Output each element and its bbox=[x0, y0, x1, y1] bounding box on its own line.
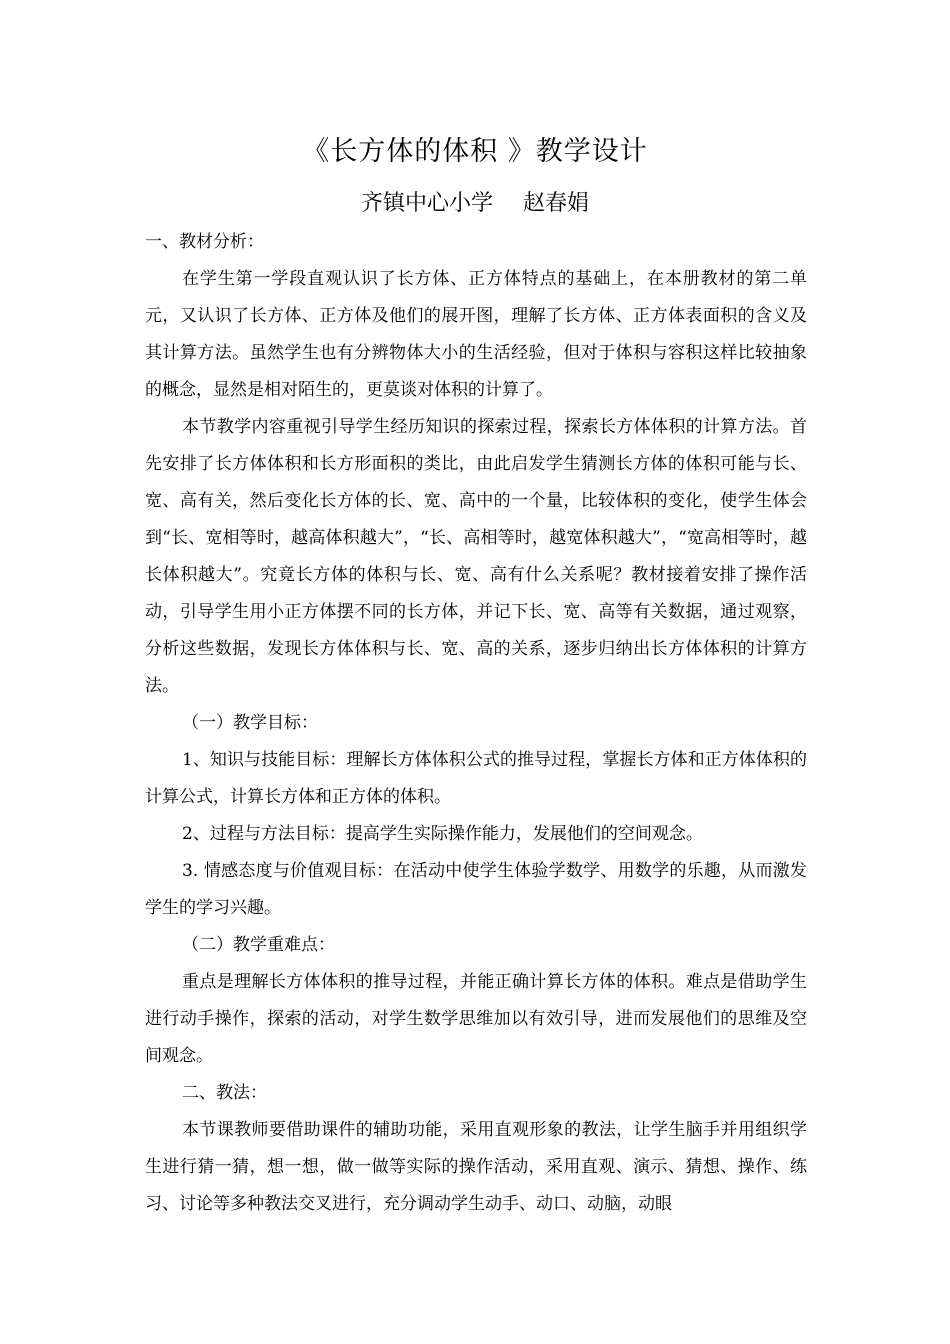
section-heading-teaching-method: 二、教法： bbox=[182, 1083, 267, 1103]
author-name: 赵春娟 bbox=[523, 191, 590, 216]
document-body bbox=[145, 224, 824, 1223]
paragraph-key-points: 重点是理解长方体体积的推导过程，并能正确计算长方体的体积。难点是借助学生进行动手操作，探索的活动，对学生数学思维加以有效引导，进而发展他们的思维及空间观念。 bbox=[145, 972, 807, 1066]
section-heading-textbook-analysis: 一、教材分析： bbox=[145, 232, 264, 252]
author-line bbox=[0, 184, 950, 224]
paragraph-teaching-method: 本节课教师要借助课件的辅助功能，采用直观形象的教法，让学生脑手并用组织学 生进行猜一猜，想一想，做一做等实际的操作活动，采用直观、演示、猜想、操作、练习、讨论等多种教法交叉进行，充分调动学生动手、动口、动脑，动眼 bbox=[145, 1120, 824, 1214]
subheading-teaching-goals: （一）教学目标： bbox=[182, 713, 318, 733]
paragraph-analysis-2: 本节教学内容重视引导学生经历知识的探索过程，探索长方体体积的计算方法。首先安排了长方体体积和长方形面积的类比，由此启发学生猜测长方体的体积可能与长、宽、高有关，然后变化长方体的长、宽、高中的一个量，比较体积的变化，使学生体会到“长、宽相等时，越高体积越大”，“长、高相等时，越宽体积越大”，“宽高相等时，越长体积越大”。究竟长方体的体积与长、宽、高有什么关系呢？教材接着安排了操作活动，引导学生用小正方体摆不同的长方体，并记下长、宽、高等有关数据，通过观察，分析这些数据，发现长方体体积与长、宽、高的关系，逐步归纳出长方体体积的计算方法。 bbox=[145, 417, 807, 696]
paragraph-goal-1: 1、知识与技能目标：理解长方体体积公式的推导过程，掌握长方体和正方体体积的计算公式，计算长方体和正方体的体积。 bbox=[145, 750, 807, 807]
paragraph-goal-3: 3. 情感态度与价值观目标：在活动中使学生体验学数学、用数学的乐趣，从而激发学生的学习兴趣。 bbox=[145, 861, 807, 918]
subheading-key-points: （二）教学重难点： bbox=[182, 935, 335, 955]
document-title: 《长方体的体积 》教学设计 bbox=[302, 136, 648, 167]
author-school: 齐镇中心小学 bbox=[360, 191, 493, 216]
paragraph-analysis-1: 在学生第一学段直观认识了长方体、正方体特点的基础上，在本册教材的第二单元，又认识了长方体、正方体及他们的展开图，理解了长方体、正方体表面积的含义及其计算方法。虽然学生也有分辨物体大小的生活经验，但对于体积与容积这样比较抽象的概念，显然是相对陌生的，更莫谈对体积的计算了。 bbox=[145, 269, 807, 400]
paragraph-goal-2: 2、过程与方法目标：提高学生实际操作能力，发展他们的空间观念。 bbox=[182, 824, 703, 844]
